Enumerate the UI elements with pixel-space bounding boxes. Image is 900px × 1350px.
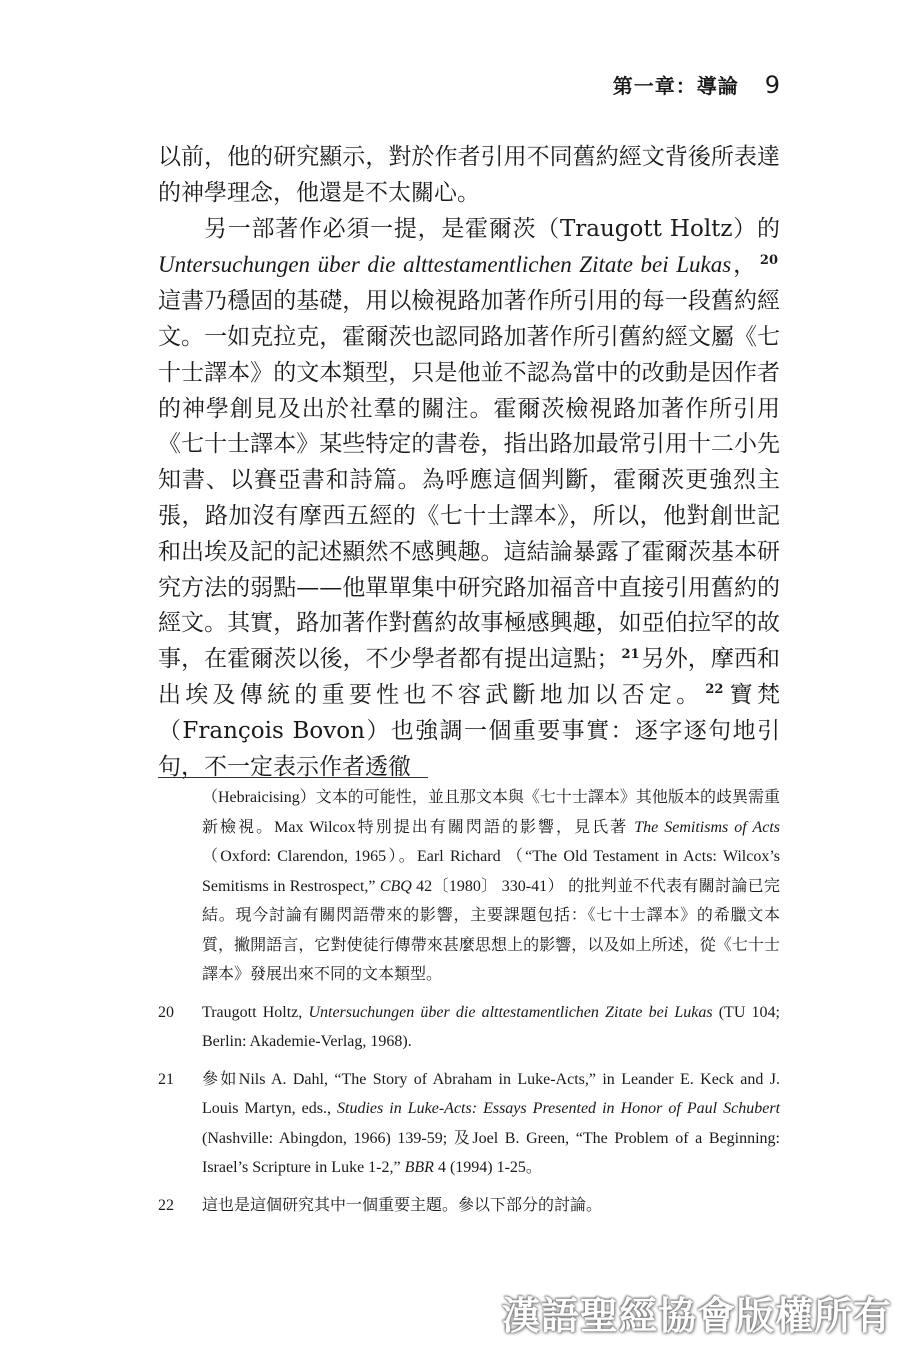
footnote-ref-21[interactable]: 21 — [621, 646, 640, 662]
paragraph-2-part-d: 另外，摩西和出埃及傳統的重要性也不容武斷地加以否定。 — [158, 646, 781, 708]
holtz-book-title: Untersuchungen über die alttestamentlichen Zitate bei Lukas — [158, 252, 732, 278]
footnote-20-title: Untersuchungen über die alttestamentlichen Zitate bei Lukas — [308, 1003, 713, 1021]
footnote-21-journal: BBR — [404, 1159, 434, 1176]
footnote-number: 22 — [158, 1196, 174, 1214]
footnote-20 — [158, 998, 780, 1057]
footnote-21-part-a: 參如Nils A. Dahl, “The Story of Abraham in Luke-Acts,” in Leander E. Keck and J. Louis Martyn, eds., — [202, 1070, 780, 1117]
chapter-title: 第一章：導論 — [612, 74, 739, 98]
footnote-20-part-b: (TU 104; Berlin: Akademie-Verlag, 1968). — [202, 1003, 781, 1050]
footnote-20-part-a: Traugott Holtz, — [202, 1003, 309, 1021]
footnote-21 — [158, 1065, 780, 1183]
paragraph-2-part-c: 這書乃穩固的基礎，用以檢視路加著作所引用的每一段舊約經文。一如克拉克，霍爾茨也認同路加著作所引舊約經文屬《七十士譯本》的文本類型，只是他並不認為當中的改動是因作者的神學創見及出於社羣的關注。霍爾茨檢視路加著作所引用《七十士譯本》某些特定的書卷，指出路加最常引用十二小先知書、以賽亞書和詩篇。為呼應這個判斷，霍爾茨更強烈主張，路加沒有摩西五經的《七十士譯本》，所以，他對創世記和出埃及記的記述顯然不感興趣。這結論暴露了霍爾茨基本研究方法的弱點——他單單集中研究路加福音中直接引用舊約的經文。其實，路加著作對舊約故事極感興趣，如亞伯拉罕的故事，在霍爾茨以後，不少學者都有提出這點； — [158, 288, 780, 673]
footnote-continuation — [158, 783, 780, 990]
footnote-ref-22[interactable]: 22 — [705, 682, 724, 698]
footnote-cont-title: The Semitisms of Acts — [634, 818, 781, 836]
footnote-21-part-c: 4 (1994) 1-25。 — [433, 1159, 542, 1176]
footnotes — [158, 783, 780, 1220]
footnote-ref-20[interactable]: 20 — [759, 252, 779, 268]
main-text — [158, 140, 780, 785]
footnote-cont-part-b: （Oxford: Clarendon, 1965）。Earl Richard （“The Old Testament in Acts: Wilcox’s Semitisms in Restrospect,” — [202, 848, 780, 895]
paragraph-2-part-e: 寶梵（François Bovon）也強調一個重要事實：逐字逐句地引句，不一定表示作者透徹 — [158, 681, 781, 780]
footnote-cont-part-a: （Hebraicising）文本的可能性，並且那文本與《七十士譯本》其他版本的歧異需重新檢視。Max Wilcox特別提出有關閃語的影響，見氏著 — [202, 789, 780, 836]
paragraph-2-part-b: ， — [731, 252, 758, 279]
copyright-watermark: 漢語聖經協會版權所有 — [501, 1294, 892, 1338]
footnote-cont-part-c: 42〔1980〕 330-41） 的批判並不代表有關討論已完結。現今討論有關閃語帶來的影響，主要課題包括：《七十士譯本》的希臘文本質，撇開語言，它對使徒行傳帶來甚麼思想上的影響，以及如上所述，從《七十士譯本》發展出來不同的文本類型。 — [202, 877, 780, 983]
footnote-22-text: 這也是這個研究其中一個重要主題。參以下部分的討論。 — [202, 1196, 603, 1214]
paragraph-2-part-a: 另一部著作必須一提，是霍爾茨（Traugott Holtz）的 — [204, 215, 780, 242]
footnote-21-part-b: (Nashville: Abingdon, 1966) 139-59; 及Joel B. Green, “The Problem of a Beginning: Israel’s Scripture in Luke 1-2,” — [202, 1129, 781, 1176]
paragraph-2 — [158, 212, 780, 786]
footnote-number: 20 — [158, 1003, 174, 1021]
footnote-22 — [158, 1191, 780, 1221]
footnote-divider — [158, 777, 428, 778]
running-header — [613, 70, 780, 99]
footnote-number: 21 — [158, 1070, 174, 1088]
footnote-cont-journal: CBQ — [379, 877, 412, 895]
page-number: 9 — [764, 71, 780, 99]
footnote-21-title: Studies in Luke-Acts: Essays Presented in Honor of Paul Schubert — [337, 1100, 781, 1117]
paragraph-1: 以前，他的研究顯示，對於作者引用不同舊約經文背後所表達的神學理念，他還是不太關心。 — [158, 144, 780, 206]
